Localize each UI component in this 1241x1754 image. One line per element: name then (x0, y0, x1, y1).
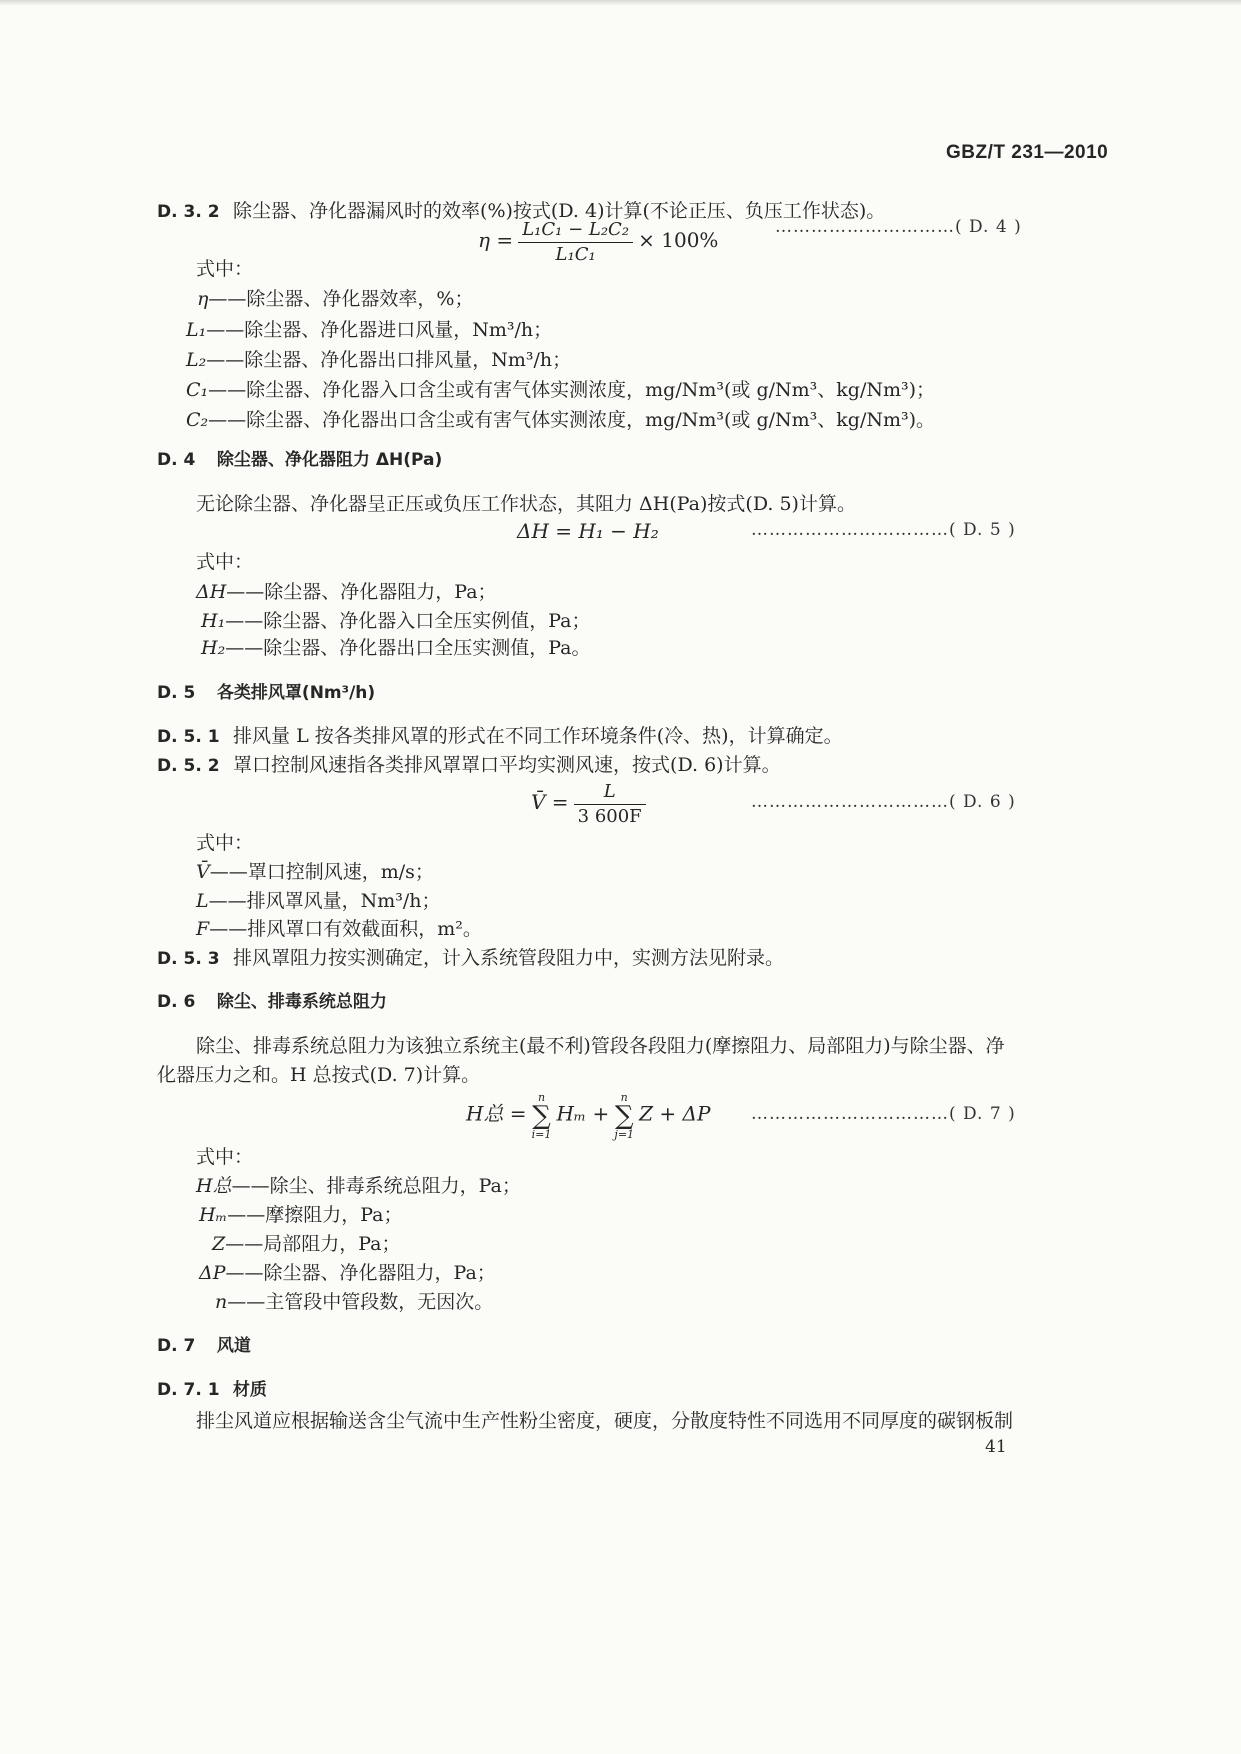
def-text: ——除尘器、净化器出口全压实测值，Pa。 (225, 637, 591, 659)
def-text: ——除尘器、净化器阻力，Pa； (225, 1262, 496, 1284)
where-label: 式中： (196, 832, 254, 854)
fraction-numerator: L₁C₁ − L₂C₂ (518, 218, 633, 243)
def-text: ——除尘器、净化器效率，%； (208, 288, 474, 310)
def-symbol: C₁ (186, 379, 209, 401)
formula-d4 (478, 218, 718, 267)
clause-text: 排风量 L 按各类排风罩的形式在不同工作环境条件(冷、热)，计算确定。 (233, 725, 843, 747)
section-number: D. 7 (157, 1336, 196, 1356)
def-text: ——排风罩口有效截面积，m²。 (209, 918, 482, 940)
def-symbol: H₁ (201, 610, 226, 632)
paragraph: 化器压力之和。H 总按式(D. 7)计算。 (157, 1064, 481, 1086)
section-d7 (157, 1331, 251, 1356)
section-number: D. 6 (157, 992, 196, 1012)
def-row (186, 345, 571, 372)
section-number: D. 7. 1 (157, 1380, 220, 1400)
clause-d52 (157, 750, 781, 777)
def-text: ——主管段中管段数，无因次。 (227, 1291, 494, 1313)
section-d6 (157, 987, 387, 1012)
clause-number: D. 5. 2 (157, 756, 220, 776)
sum-lower-limit: j=1 (614, 1128, 635, 1141)
section-number: D. 5 (157, 683, 196, 703)
def-row (196, 914, 482, 941)
def-text: ——除尘器、净化器出口排风量，Nm³/h； (206, 349, 572, 371)
sigma-icon: ∑ (532, 1101, 551, 1131)
where-label: 式中： (196, 551, 254, 573)
fraction-numerator: L (574, 780, 646, 805)
def-symbol: L (196, 890, 209, 912)
section-d71 (157, 1375, 267, 1400)
sum-upper-limit: n (537, 1091, 546, 1104)
def-row (196, 857, 434, 884)
def-text: ——除尘器、净化器出口含尘或有害气体实测浓度，mg/Nm³(或 g/Nm³、kg/Nm³)。 (208, 409, 936, 431)
paragraph: 排尘风道应根据输送含尘气流中生产性粉尘密度，硬度，分散度特性不同选用不同厚度的碳钢板制 (196, 1410, 1014, 1432)
clause-d53 (157, 943, 784, 970)
def-row (197, 284, 473, 311)
def-symbol: Z (212, 1233, 226, 1255)
equation-ref-d6: ……………………………( D. 6 ) (751, 792, 1016, 812)
clause-number: D. 5. 3 (157, 949, 220, 969)
formula-fraction (574, 780, 646, 829)
def-row (196, 886, 441, 913)
clause-number: D. 3. 2 (157, 202, 220, 222)
def-row (201, 606, 590, 633)
paragraph: 除尘、排毒系统总阻力为该独立系统主(最不利)管段各段阻力(摩擦阻力、局部阻力)与除尘器、净 (196, 1035, 1005, 1057)
def-symbol: V̄ (196, 861, 210, 883)
def-symbol: ΔP (199, 1262, 226, 1284)
section-number: D. 4 (157, 450, 196, 470)
section-title: 除尘器、净化器阻力 ΔH(Pa) (216, 450, 443, 470)
section-title: 风道 (216, 1336, 251, 1356)
summation (532, 1092, 552, 1140)
where-label: 式中： (196, 1146, 254, 1168)
formula-fraction (518, 218, 633, 267)
fraction-denominator: L₁C₁ (555, 244, 596, 265)
def-row (186, 375, 935, 402)
def-text: ——除尘器、净化器入口含尘或有害气体实测浓度，mg/Nm³(或 g/Nm³、kg/Nm³)； (208, 379, 936, 401)
def-text: ——排风罩风量，Nm³/h； (208, 890, 441, 912)
equation-ref-d4: …………………………( D. 4 ) (775, 217, 1022, 237)
formula-term: Hₘ + (556, 1101, 610, 1126)
def-row (196, 1171, 521, 1198)
formula-lhs: H总 = (466, 1101, 527, 1126)
def-row (186, 405, 935, 432)
formula-d5: ΔH = H₁ − H₂ (517, 519, 659, 543)
formula-d7 (466, 1092, 710, 1140)
page-number: 41 (985, 1437, 1007, 1457)
formula-rhs: × 100% (638, 228, 719, 252)
def-symbol: L₁ (186, 319, 207, 341)
def-text: ——除尘、排毒系统总阻力，Pa； (231, 1175, 521, 1197)
equation-ref-d7: ……………………………( D. 7 ) (751, 1104, 1016, 1124)
def-symbol: Hₘ (199, 1204, 228, 1226)
clause-text: 排风罩阻力按实测确定，计入系统管段阻力中，实测方法见附录。 (233, 947, 785, 969)
def-text: ——摩擦阻力，Pa； (227, 1204, 403, 1226)
def-text: ——局部阻力，Pa； (225, 1233, 401, 1255)
def-symbol: H₂ (201, 637, 226, 659)
sigma-icon: ∑ (614, 1101, 634, 1131)
sum-upper-limit: n (620, 1091, 628, 1104)
def-symbol: H总 (196, 1175, 232, 1197)
def-row (199, 1258, 496, 1285)
def-text: ——除尘器、净化器入口全压实例值，Pa； (225, 610, 591, 632)
def-row (201, 633, 590, 660)
def-symbol: η (197, 288, 209, 310)
def-row (215, 1287, 493, 1314)
def-symbol: F (196, 918, 210, 940)
formula-term: Z + ΔP (639, 1101, 711, 1126)
def-row (199, 1200, 403, 1227)
def-row (186, 315, 552, 342)
section-d4 (157, 445, 442, 470)
page-edge (0, 0, 1241, 6)
def-symbol: n (215, 1291, 228, 1313)
clause-text: 罩口控制风速指各类排风罩罩口平均实测风速，按式(D. 6)计算。 (233, 754, 781, 776)
def-symbol: C₂ (186, 409, 209, 431)
section-title: 材质 (232, 1380, 267, 1400)
paragraph: 无论除尘器、净化器呈正压或负压工作状态，其阻力 ΔH(Pa)按式(D. 5)计算。 (196, 493, 856, 515)
def-row (196, 577, 497, 604)
formula-lhs: η = (478, 228, 514, 252)
section-title: 除尘、排毒系统总阻力 (216, 992, 387, 1012)
standard-code: GBZ/T 231—2010 (946, 142, 1109, 163)
formula-d6 (531, 780, 646, 829)
def-text: ——除尘器、净化器进口风量，Nm³/h； (206, 319, 553, 341)
clause-number: D. 5. 1 (157, 727, 220, 747)
def-symbol: L₂ (186, 349, 207, 371)
summation (614, 1092, 634, 1140)
def-row (212, 1229, 400, 1256)
section-title: 各类排风罩(Nm³/h) (216, 683, 376, 703)
def-symbol: ΔH (196, 581, 227, 603)
equation-ref-d5: ……………………………( D. 5 ) (751, 520, 1016, 540)
def-text: ——除尘器、净化器阻力，Pa； (226, 581, 497, 603)
clause-d51 (157, 721, 843, 748)
sum-lower-limit: i=1 (531, 1128, 552, 1141)
def-text: ——罩口控制风速，m/s； (209, 861, 434, 883)
formula-lhs: V̄ = (531, 790, 569, 814)
clause-text: 除尘器、净化器漏风时的效率(%)按式(D. 4)计算(不论正压、负压工作状态)。 (233, 200, 886, 222)
section-d5 (157, 678, 375, 703)
fraction-denominator: 3 600F (577, 806, 642, 827)
where-label: 式中： (196, 258, 254, 280)
